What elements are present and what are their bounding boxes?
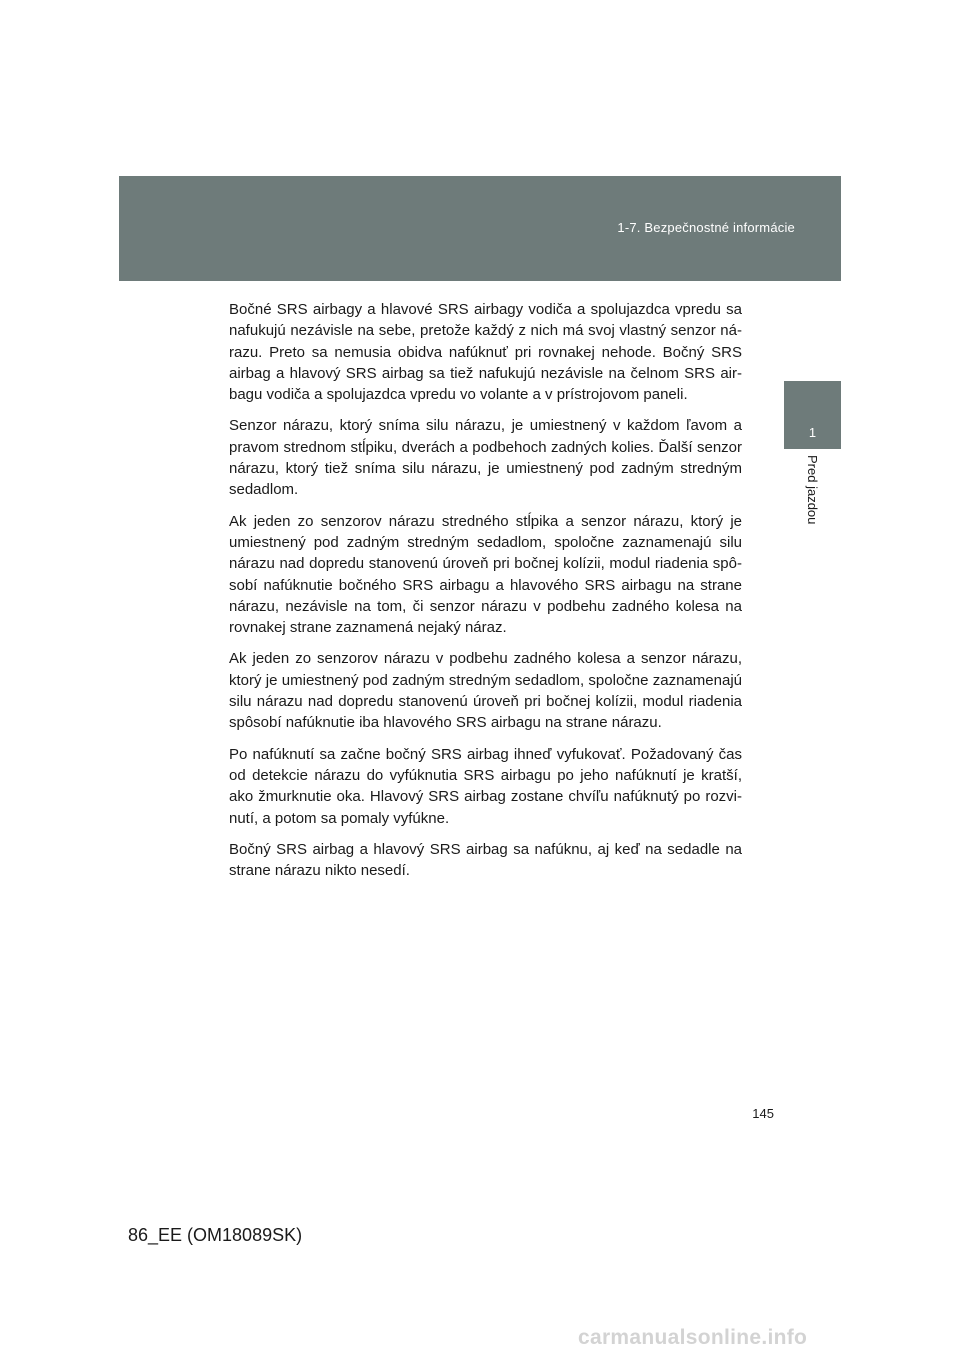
paragraph: Po nafúknutí sa začne bočný SRS airbag ihneď vyfukovať. Požadovaný čas od detekcie nárazu do vyfúknutia SRS airbagu po jeho nafúknutí je kratší, ako žmurknutie oka. Hlavový SRS airbag zostane chvíľu nafúknutý po rozvinutí, a potom sa pomaly vyfúkne. xyxy=(229,745,742,827)
section-header-band xyxy=(119,176,841,281)
paragraph: Senzor nárazu, ktorý sníma silu nárazu, je umiestnený v každom ľavom a pravom strednom stĺpiku, dverách a podbehoch zadných kolies. Ďalší senzor nárazu, ktorý tiež sníma silu nárazu, je umiestnený pod zadným stredným sedadlom. xyxy=(229,417,742,499)
section-title: 1-7. Bezpečnostné informácie xyxy=(617,220,795,235)
chapter-label-container xyxy=(784,455,841,565)
page-number: 145 xyxy=(752,1106,774,1121)
paragraph: Ak jeden zo senzorov nárazu v podbehu zadného kolesa a senzor nárazu, ktorý je umiestnený pod zadným stredným sedadlom, spoločne zaznamenajú silu nárazu nad dopredu stanovenú úroveň pri bočnej kolízii, modul riadenia spôsobí nafúknutie iba hlavového SRS airbagu na strane nárazu. xyxy=(229,650,742,732)
paragraph: Bočný SRS airbag a hlavový SRS airbag sa nafúknu, aj keď na sedadle na strane nárazu nikto nesedí. xyxy=(229,840,742,880)
document-code: 86_EE (OM18089SK) xyxy=(128,1225,303,1245)
watermark: carmanualsonline.info xyxy=(578,1326,808,1349)
paragraph: Ak jeden zo senzorov nárazu stredného stĺpika a senzor nárazu, ktorý je umiestnený pod zadným stredným sedadlom, spoločne zaznamenajú silu nárazu nad dopredu stanovenú úroveň pri bočnej kolízii, modul riadenia spôsobí nafúknutie bočného SRS airbagu a hlavového SRS airbagu na strane nárazu, nezávisle na tom, či senzor nárazu v podbehu zadného kolesa na rovnakej strane zaznamená nejaký náraz. xyxy=(229,512,742,637)
body-text xyxy=(229,299,742,891)
chapter-tab xyxy=(784,381,841,449)
chapter-label: Pred jazdou xyxy=(804,455,820,525)
chapter-number: 1 xyxy=(808,425,817,440)
paragraph: Bočné SRS airbagy a hlavové SRS airbagy vodiča a spolujazdca vpredu sa nafukujú nezávisle na sebe, pretože každý z nich má svoj vlastný senzor nárazu. Preto sa nemusia obidva nafúknuť pri rovnakej nehode. Bočný SRS airbag a hlavový SRS airbag sa tiež nafukujú nezávisle na čelnom SRS airbagu vodiča a spolujazdca vpredu vo volante a v prístrojovom paneli. xyxy=(229,301,742,404)
